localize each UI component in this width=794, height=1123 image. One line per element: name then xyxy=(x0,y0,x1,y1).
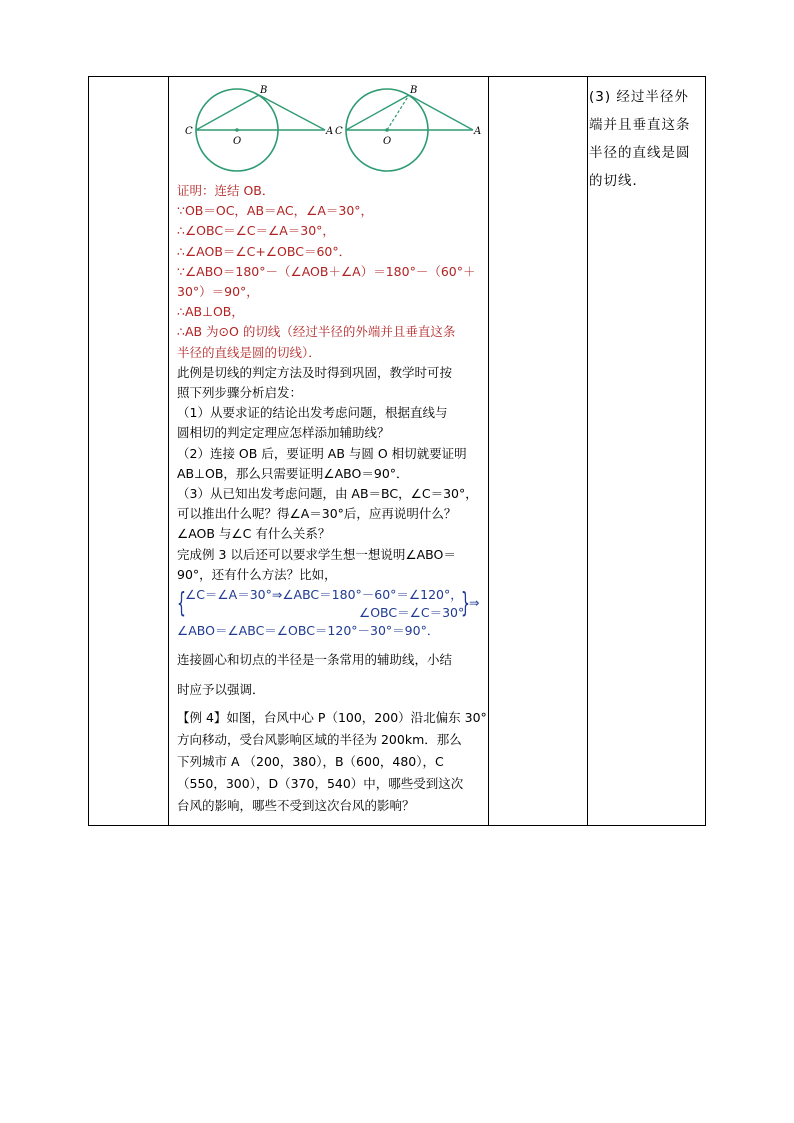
lesson-table xyxy=(88,76,706,826)
analysis-block xyxy=(177,363,485,585)
example-4-line-b: 方向移动，受台风影响区域的半径为 200km．那么 xyxy=(177,732,462,748)
proof-line-1: 证明：连结 OB． xyxy=(177,183,275,198)
center-dot-right xyxy=(385,128,389,132)
step-3-line-a: （3）从已知出发考虑问题，由 AB＝BC，∠C＝30°， xyxy=(177,486,478,502)
geometry-figures xyxy=(177,77,485,181)
side-note-cell xyxy=(589,83,701,195)
label-b-left: B xyxy=(260,85,268,96)
figure-left xyxy=(185,85,333,171)
column-divider-3 xyxy=(587,77,588,825)
bracket-row-2: ∠OBC＝∠C＝30° xyxy=(359,605,465,621)
step-2-line-a: （2）连接 OB 后，要证明 AB 与圆 O 相切就要证明 xyxy=(177,445,467,461)
proof-line-9: 半径的直线是圆的切线）． xyxy=(177,344,321,360)
proof-line-8: ∴AB 为⊙O 的切线（经过半径的外端并且垂直这条 xyxy=(177,324,456,340)
analysis-intro-2: 照下列步骤分析启发： xyxy=(177,385,303,401)
method-line-1: 完成例 3 以后还可以要求学生想一想说明∠ABO＝ xyxy=(177,546,456,562)
step-3-line-b: 可以推出什么呢？得∠A＝30°后，应再说明什么？ xyxy=(177,506,457,522)
proof-block xyxy=(177,181,485,363)
column-divider-1 xyxy=(168,77,169,825)
label-b-right: B xyxy=(410,85,418,96)
label-c-right: C xyxy=(335,126,343,137)
label-a-right: A xyxy=(474,126,482,137)
proof-line-2: ∵OB＝OC，AB＝AC，∠A＝30°， xyxy=(177,203,374,219)
line-ba-right xyxy=(409,95,473,130)
bracket-row-1: ∠C＝∠A＝30°⇒∠ABC＝180°－60°＝∠120°， xyxy=(185,587,463,603)
line-ba-left xyxy=(259,95,325,130)
bracket-result: ∠ABO＝∠ABC＝∠OBC＝120°－30°＝90°． xyxy=(177,623,440,639)
side-note-text: (3) 经过半径外端并且垂直这条半径的直线是圆的切线． xyxy=(589,89,691,189)
implies-arrow: ⇒ xyxy=(469,595,480,611)
right-brace: } xyxy=(461,586,470,620)
summary-line-b: 时应予以强调． xyxy=(177,682,265,698)
step-1-line-b: 圆相切的判定定理应怎样添加辅助线？ xyxy=(177,425,390,441)
line-cb-left xyxy=(196,95,259,130)
center-dot-left xyxy=(235,128,239,132)
proof-line-5: ∵∠ABO＝180°－（∠AOB＋∠A）＝180°－（60°＋ xyxy=(177,263,476,279)
line-ob-dashed xyxy=(387,95,409,130)
example-4-block xyxy=(177,707,485,817)
tangent-figures-svg xyxy=(177,77,487,181)
label-o-left: O xyxy=(233,136,242,147)
example-4-line-a: 【例 4】如图，台风中心 P（100，200）沿北偏东 30° xyxy=(177,710,487,726)
proof-line-6: 30°）＝90°， xyxy=(177,284,259,300)
figure-right xyxy=(335,85,481,171)
method-line-2: 90°，还有什么方法？比如， xyxy=(177,566,337,582)
main-content-cell xyxy=(173,77,489,817)
label-c-left: C xyxy=(185,126,193,137)
left-brace: { xyxy=(177,586,186,620)
line-cb-right xyxy=(346,95,409,130)
step-3-line-c: ∠AOB 与∠C 有什么关系？ xyxy=(177,526,331,542)
bracket-derivation xyxy=(177,585,485,621)
summary-line-a: 连接圆心和切点的半径是一条常用的辅助线，小结 xyxy=(177,652,453,668)
label-a-left: A xyxy=(326,126,334,137)
example-4-line-c: 下列城市 A （200，380），B（600，480），C xyxy=(177,754,444,770)
analysis-intro-1: 此例是切线的判定方法及时得到巩固，教学时可按 xyxy=(177,364,453,380)
summary-block xyxy=(177,645,485,705)
example-4-line-e: 台风的影响，哪些不受到这次台风的影响？ xyxy=(177,798,415,814)
proof-line-7: ∴AB⊥OB， xyxy=(177,304,244,320)
example-4-line-d: （550，300），D（370，540）中，哪些受到这次 xyxy=(177,776,464,792)
proof-line-3: ∴∠OBC＝∠C＝∠A＝30°， xyxy=(177,223,335,239)
proof-line-4: ∴∠AOB＝∠C+∠OBC＝60°． xyxy=(177,243,352,259)
step-1-line-a: （1）从要求证的结论出发考虑问题，根据直线与 xyxy=(177,405,448,421)
label-o-right: O xyxy=(383,136,392,147)
step-2-line-b: AB⊥OB，那么只需要证明∠ABO＝90°． xyxy=(177,465,409,481)
